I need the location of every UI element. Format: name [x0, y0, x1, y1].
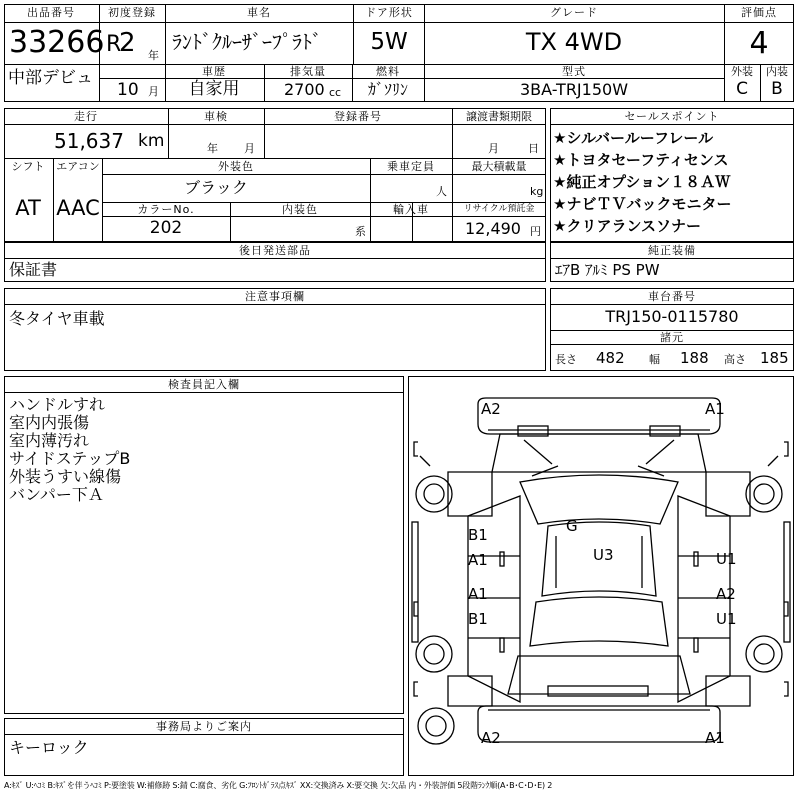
max-load-label: 最大積載量 — [471, 160, 527, 173]
length: 482 — [596, 349, 625, 367]
inspection-label: 車検 — [204, 110, 228, 123]
equipment: ｴｱB ｱﾙﾐ PS PW — [555, 261, 660, 279]
recycle-label: リサイクル預託金 — [463, 204, 535, 214]
capacity-label: 乗車定員 — [387, 160, 435, 173]
damage-mark: A2 — [481, 729, 501, 747]
sales-point: ★ナビＴＶバックモニター — [553, 195, 732, 213]
reg-year: 2 — [119, 28, 136, 58]
lot-no: 33266 — [9, 25, 105, 60]
fuel-label: 燃料 — [376, 65, 400, 78]
era: R — [106, 32, 122, 57]
score-label: 評価点 — [741, 6, 777, 19]
damage-mark: U1 — [716, 610, 737, 628]
damage-mark: U3 — [593, 546, 614, 564]
notes: 冬タイヤ車載 — [9, 309, 105, 328]
history-label: 車歴 — [202, 65, 226, 78]
score: 4 — [749, 26, 769, 61]
later-parts: 保証書 — [9, 260, 58, 279]
transfer-day-unit: 日 — [528, 142, 539, 155]
equipment-label: 純正装備 — [648, 244, 696, 257]
damage-mark: A1 — [705, 400, 725, 418]
first-reg-label: 初度登録 — [108, 6, 156, 19]
damage-mark: B1 — [468, 526, 488, 544]
transfer-month-unit: 月 — [488, 142, 499, 155]
damage-mark: B1 — [468, 610, 488, 628]
exterior-grade: C — [736, 79, 748, 99]
debut-label: 中部デビュ — [8, 68, 93, 88]
color-no: 202 — [149, 218, 183, 238]
sales-point: ★トヨタセーフティセンス — [553, 151, 729, 169]
reg-year-unit: 年 — [148, 49, 159, 62]
body-color: ブラック — [184, 178, 248, 197]
office-label: 事務局よりご案内 — [156, 720, 252, 733]
dims-label: 諸元 — [660, 331, 684, 344]
inspector-note: サイドステップB — [9, 449, 131, 468]
car-name-label: 車名 — [247, 6, 271, 19]
height: 185 — [760, 349, 789, 367]
damage-mark: U1 — [716, 550, 737, 568]
reg-no-label: 登録番号 — [334, 110, 382, 123]
sales-points-label: セールスポイント — [624, 110, 720, 123]
grade: TX 4WD — [525, 28, 623, 56]
reg-month-unit: 月 — [148, 85, 159, 98]
displacement-unit: cc — [329, 86, 342, 99]
shift: AT — [15, 196, 41, 220]
legend: A:ｷｽﾞ U:ﾍｺﾐ B:ｷｽﾞを伴うﾍｺﾐ P:要塗装 W:補修跡 S:錆 C:腐食、劣化 G:ﾌﾛﾝﾄｶﾞﾗｽ点ｷｽﾞ XX:交換済み X:要交換 欠:欠品 内・外装評価 5段階ﾗﾝｸ順(A･B･C･D･E) 2 — [4, 781, 553, 790]
displacement: 2700 — [284, 80, 325, 99]
interior-grade: B — [771, 79, 783, 99]
chassis-no: TRJ150-0115780 — [605, 307, 739, 326]
mileage-unit: km — [138, 131, 165, 151]
damage-mark: A1 — [468, 551, 488, 569]
recycle-unit: 円 — [530, 225, 541, 238]
width-label: 幅 — [649, 353, 660, 366]
sales-point: ★シルバールーフレール — [553, 129, 714, 147]
damage-mark: A2 — [716, 585, 736, 603]
recycle-fee: 12,490 — [465, 219, 521, 238]
door-label: ドア形状 — [365, 6, 413, 19]
color-no-label: カラーNo. — [137, 203, 195, 216]
length-label: 長さ — [555, 353, 577, 366]
ac-label: エアコン — [56, 160, 100, 173]
fuel: ｶﾞｿﾘﾝ — [367, 80, 409, 99]
capacity-unit: 人 — [436, 185, 447, 198]
damage-mark: A1 — [705, 729, 725, 747]
office-note: キーロック — [9, 738, 89, 757]
sales-point: ★クリアランスソナー — [553, 217, 701, 235]
damage-mark: A2 — [481, 400, 501, 418]
history: 自家用 — [188, 79, 240, 99]
int-color-unit: 系 — [355, 225, 366, 238]
chassis-label: 車台番号 — [648, 290, 696, 303]
damage-mark: G — [566, 517, 578, 535]
inspector-label: 検査員記入欄 — [168, 378, 240, 391]
air-conditioner: AAC — [56, 196, 100, 220]
car-diagram — [408, 376, 794, 776]
inspector-note: 室内薄汚れ — [9, 431, 90, 450]
transfer-doc-label: 譲渡書類期限 — [466, 110, 532, 123]
shift-label: シフト — [11, 160, 45, 173]
door-type: 5W — [370, 29, 408, 55]
reg-month: 10 — [117, 80, 139, 100]
inspector-note: 外装うすい線傷 — [9, 467, 122, 486]
model-code: 3BA-TRJ150W — [519, 80, 629, 99]
displacement-label: 排気量 — [290, 65, 326, 78]
insp-month-unit: 月 — [244, 142, 255, 155]
inspector-note: 室内内張傷 — [9, 413, 90, 432]
int-color-label: 内装色 — [282, 203, 318, 216]
max-load-unit: kg — [530, 185, 544, 198]
sales-point: ★純正オプション１８ＡＷ — [553, 173, 731, 191]
mileage: 51,637 — [54, 129, 124, 153]
model-label: 型式 — [562, 65, 586, 78]
width: 188 — [680, 349, 709, 367]
notes-label: 注意事項欄 — [245, 290, 305, 303]
later-parts-label: 後日発送部品 — [239, 244, 311, 257]
damage-mark: A1 — [468, 585, 488, 603]
grade-label: グレード — [550, 6, 598, 19]
exterior-label: 外装 — [731, 65, 753, 78]
import-label: 輸入車 — [393, 203, 429, 216]
inspector-note: バンパー下Ａ — [9, 485, 104, 504]
interior-label: 内装 — [766, 65, 788, 78]
mileage-label: 走行 — [74, 110, 98, 123]
color-label: 外装色 — [218, 160, 254, 173]
lot-no-label: 出品番号 — [27, 6, 75, 19]
car-name: ﾗﾝﾄﾞｸﾙｰｻﾞｰﾌﾟﾗﾄﾞ — [172, 30, 322, 54]
inspector-note: ハンドルすれ — [9, 395, 106, 414]
insp-year-unit: 年 — [207, 142, 218, 155]
height-label: 高さ — [724, 353, 746, 366]
